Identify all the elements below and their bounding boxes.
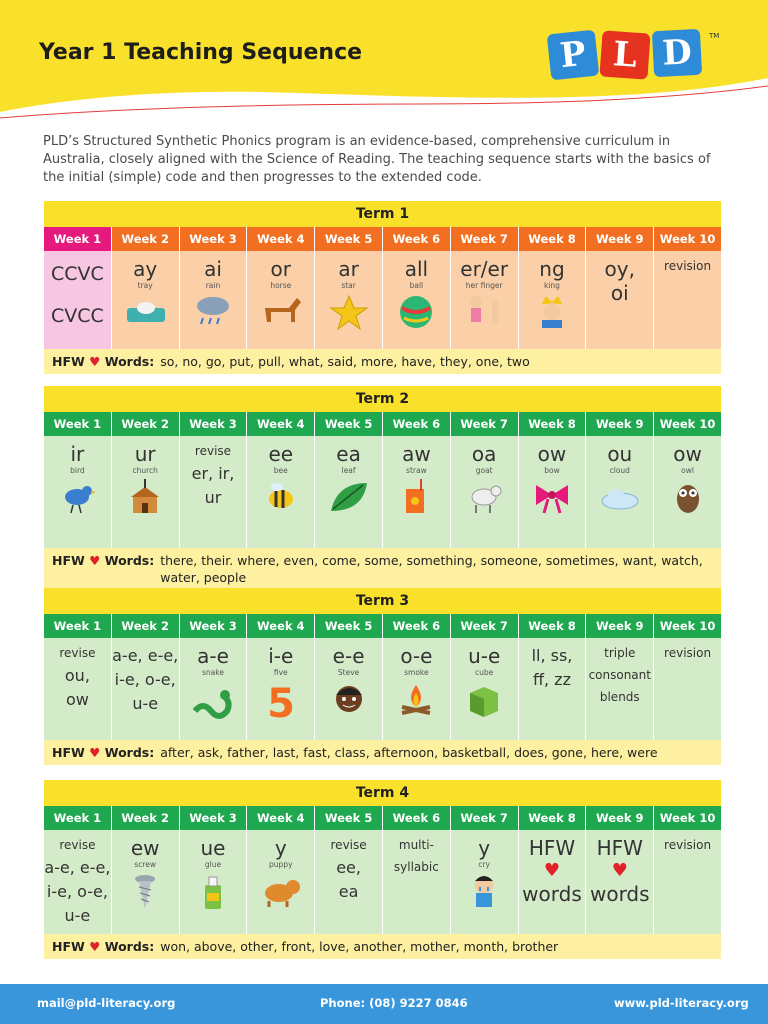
picture-caption: Steve xyxy=(337,668,360,677)
girl-finger-icon xyxy=(462,294,506,332)
week-header-row xyxy=(44,412,721,436)
sound-cell xyxy=(451,251,519,349)
grapheme-text: syllabic xyxy=(393,860,439,874)
grapheme-text: ur xyxy=(134,442,156,466)
sound-cell xyxy=(44,830,112,934)
grapheme-text: words xyxy=(522,882,582,906)
page-title: Year 1 Teaching Sequence xyxy=(39,40,363,65)
sound-cell xyxy=(112,830,180,934)
week-header: Week 9 xyxy=(586,227,654,251)
grapheme-text: er/er xyxy=(460,257,509,281)
hfw-word-list: after, ask, father, last, fast, class, afternoon, basketball, does, gone, here, were xyxy=(160,745,658,760)
grapheme-text: ai xyxy=(204,257,222,281)
week-header: Week 8 xyxy=(519,614,587,638)
grapheme-text: ir xyxy=(70,442,85,466)
heart-icon: ♥ xyxy=(89,354,101,369)
heart-icon: ♥ xyxy=(611,860,628,881)
sound-cell xyxy=(519,436,587,548)
grapheme-text: ow xyxy=(537,442,567,466)
week-header: Week 9 xyxy=(586,614,654,638)
hfw-words-suffix: Words: xyxy=(104,939,155,954)
hfw-word-list: there, their. where, even, come, some, something, someone, sometimes, want, watch, water, people xyxy=(160,553,703,585)
grapheme-text: CCVC xyxy=(50,263,104,285)
week-header: Week 8 xyxy=(519,806,587,830)
cloud-icon xyxy=(598,479,642,517)
grapheme-text: ea xyxy=(338,882,359,901)
sound-cell xyxy=(247,251,315,349)
hfw-words-row xyxy=(44,349,721,374)
grapheme-text: ue xyxy=(200,836,226,860)
week-header: Week 6 xyxy=(383,806,451,830)
hfw-words-row xyxy=(44,934,721,959)
hfw-label xyxy=(52,552,154,586)
grapheme-text: aw xyxy=(402,442,431,466)
week-header: Week 4 xyxy=(247,614,315,638)
grapheme-text: ay xyxy=(133,257,158,281)
svg-text:5: 5 xyxy=(266,681,295,719)
picture-caption: snake xyxy=(202,668,224,677)
heart-icon: ♥ xyxy=(89,553,101,568)
picture-caption: horse xyxy=(270,281,292,290)
owl-icon xyxy=(666,479,710,517)
grapheme-text: HFW xyxy=(596,836,643,860)
snake-icon xyxy=(191,681,235,719)
heart-icon: ♥ xyxy=(89,745,101,760)
grapheme-text: oi xyxy=(610,281,629,305)
number-five-icon xyxy=(259,681,303,719)
picture-caption: cube xyxy=(475,668,494,677)
bird-icon xyxy=(55,479,99,517)
puppy-icon xyxy=(259,873,303,911)
picture-caption: her finger xyxy=(465,281,503,290)
campfire-smoke-icon xyxy=(394,681,438,719)
grapheme-text: revise xyxy=(194,444,232,458)
pld-logo xyxy=(549,28,719,80)
picture-caption: star xyxy=(341,281,356,290)
hfw-label xyxy=(52,353,154,370)
sound-cell xyxy=(654,251,721,349)
grapheme-text: u-e xyxy=(468,644,501,668)
term-1-section xyxy=(44,201,721,374)
grapheme-text: u-e xyxy=(132,694,159,713)
picture-caption: bow xyxy=(544,466,560,475)
sound-cell xyxy=(180,830,248,934)
week-header: Week 4 xyxy=(247,412,315,436)
tray-icon xyxy=(123,294,167,332)
sound-cell xyxy=(654,638,721,740)
hfw-words-suffix: Words: xyxy=(104,354,155,369)
screw-icon xyxy=(123,873,167,911)
week-header: Week 7 xyxy=(451,614,519,638)
picture-caption: cloud xyxy=(609,466,630,475)
picture-caption: puppy xyxy=(269,860,293,869)
sound-cell xyxy=(383,830,451,934)
week-header: Week 8 xyxy=(519,227,587,251)
week-header: Week 7 xyxy=(451,806,519,830)
sound-cell xyxy=(112,638,180,740)
boy-face-icon xyxy=(327,681,371,719)
logo-block-p: P xyxy=(547,30,600,81)
picture-caption: leaf xyxy=(341,466,356,475)
hfw-words-suffix: Words: xyxy=(104,745,155,760)
footer-email-link[interactable]: mail@pld-literacy.org xyxy=(37,996,176,1010)
grapheme-text: a-e, e-e, xyxy=(44,858,111,877)
sound-cell xyxy=(451,638,519,740)
sound-cell xyxy=(315,436,383,548)
grapheme-text: oa xyxy=(471,442,497,466)
heart-icon: ♥ xyxy=(89,939,101,954)
picture-caption: goat xyxy=(475,466,493,475)
grapheme-text: ee, xyxy=(336,858,361,877)
term-title: Term 2 xyxy=(44,386,721,412)
hfw-label-text: HFW xyxy=(52,939,85,954)
week-header: Week 2 xyxy=(112,614,180,638)
sound-row xyxy=(44,638,721,740)
week-header: Week 10 xyxy=(654,614,721,638)
term-title: Term 3 xyxy=(44,588,721,614)
grapheme-text: i-e xyxy=(268,644,294,668)
grapheme-text: ew xyxy=(130,836,160,860)
grapheme-text: e-e xyxy=(332,644,365,668)
intro-paragraph: PLD’s Structured Synthetic Phonics program is an evidence-based, comprehensive curriculum in Australia, closely aligned with the Science of Reading. The teaching sequence starts with the basics of the initial (simple) code and then progresses to the extended code. xyxy=(43,134,711,185)
week-header: Week 5 xyxy=(315,412,383,436)
week-header-row xyxy=(44,227,721,251)
week-header: Week 3 xyxy=(180,227,248,251)
week-header: Week 10 xyxy=(654,806,721,830)
week-header: Week 1 xyxy=(44,227,112,251)
logo-trademark: TM xyxy=(709,32,720,40)
sound-cell xyxy=(519,638,587,740)
grapheme-text: o-e xyxy=(400,644,433,668)
sound-cell xyxy=(451,436,519,548)
footer-phone: Phone: (08) 9227 0846 xyxy=(320,996,468,1010)
week-header: Week 8 xyxy=(519,412,587,436)
week-header: Week 10 xyxy=(654,412,721,436)
picture-caption: tray xyxy=(137,281,153,290)
sound-cell xyxy=(519,830,587,934)
glue-bottle-icon xyxy=(191,873,235,911)
week-header: Week 2 xyxy=(112,412,180,436)
hfw-words-suffix: Words: xyxy=(104,553,155,568)
king-icon xyxy=(530,294,574,332)
grapheme-text: ow xyxy=(65,690,89,709)
week-header: Week 2 xyxy=(112,227,180,251)
hfw-label-text: HFW xyxy=(52,745,85,760)
week-header: Week 4 xyxy=(247,806,315,830)
grapheme-text: a-e, e-e, xyxy=(112,646,179,665)
picture-caption: five xyxy=(273,668,288,677)
sound-cell xyxy=(44,436,112,548)
sound-cell xyxy=(586,830,654,934)
hfw-label xyxy=(52,938,154,955)
grapheme-text: oy, xyxy=(604,257,635,281)
picture-caption: church xyxy=(132,466,158,475)
grapheme-text: revision xyxy=(664,838,712,852)
grapheme-text: u-e xyxy=(64,906,91,925)
sound-cell xyxy=(44,251,112,349)
grapheme-text: HFW xyxy=(528,836,576,860)
week-header: Week 6 xyxy=(383,614,451,638)
rain-cloud-icon xyxy=(191,294,235,332)
hfw-label xyxy=(52,744,154,761)
week-header: Week 1 xyxy=(44,806,112,830)
hfw-words-row xyxy=(44,740,721,765)
grapheme-text: ee xyxy=(268,442,294,466)
grapheme-text: ur xyxy=(204,488,222,507)
term-4-section xyxy=(44,780,721,959)
hfw-label-text: HFW xyxy=(52,354,85,369)
week-header: Week 3 xyxy=(180,806,248,830)
grapheme-text: ar xyxy=(338,257,359,281)
sound-cell xyxy=(315,830,383,934)
week-header: Week 4 xyxy=(247,227,315,251)
logo-block-l: L xyxy=(599,30,650,79)
sound-cell xyxy=(112,251,180,349)
sound-cell xyxy=(451,830,519,934)
sound-cell xyxy=(180,638,248,740)
term-2-section xyxy=(44,386,721,590)
sound-cell xyxy=(654,830,721,934)
week-header: Week 3 xyxy=(180,412,248,436)
grapheme-text: all xyxy=(404,257,429,281)
grapheme-text: y xyxy=(274,836,287,860)
week-header: Week 9 xyxy=(586,806,654,830)
cube-icon xyxy=(462,681,506,719)
church-icon xyxy=(123,479,167,517)
logo-block-d: D xyxy=(652,29,702,77)
grapheme-text: ou xyxy=(607,442,633,466)
grapheme-text: revise xyxy=(330,838,367,852)
grapheme-text: a-e xyxy=(197,644,229,668)
grapheme-text: ea xyxy=(336,442,361,466)
grapheme-text: i-e, o-e, xyxy=(46,882,108,901)
grapheme-text: ng xyxy=(539,257,565,281)
sound-cell xyxy=(315,251,383,349)
hfw-label-text: HFW xyxy=(52,553,85,568)
crying-boy-icon xyxy=(462,873,506,911)
sound-cell xyxy=(519,251,587,349)
leaf-icon xyxy=(327,479,371,517)
sound-cell xyxy=(315,638,383,740)
picture-caption: smoke xyxy=(404,668,429,677)
ball-icon xyxy=(394,294,438,332)
juice-box-icon xyxy=(394,479,438,517)
grapheme-text: triple xyxy=(604,646,636,660)
picture-caption: king xyxy=(544,281,560,290)
picture-caption: straw xyxy=(406,466,427,475)
heart-icon: ♥ xyxy=(543,860,561,881)
sound-row xyxy=(44,830,721,934)
picture-caption: screw xyxy=(134,860,157,869)
picture-caption: cry xyxy=(478,860,490,869)
week-header: Week 3 xyxy=(180,614,248,638)
week-header: Week 7 xyxy=(451,412,519,436)
sound-cell xyxy=(383,436,451,548)
hfw-word-list: won, above, other, front, love, another, mother, month, brother xyxy=(160,939,559,954)
picture-caption: ball xyxy=(409,281,424,290)
footer-website-link[interactable]: www.pld-literacy.org xyxy=(614,996,749,1010)
week-header: Week 10 xyxy=(654,227,721,251)
sound-cell xyxy=(586,638,654,740)
sound-cell xyxy=(44,638,112,740)
grapheme-text: revise xyxy=(59,646,96,660)
grapheme-text: y xyxy=(478,836,491,860)
week-header: Week 7 xyxy=(451,227,519,251)
grapheme-text: or xyxy=(270,257,292,281)
sound-row xyxy=(44,251,721,349)
grapheme-text: consonant xyxy=(588,668,651,682)
picture-caption: bird xyxy=(70,466,85,475)
grapheme-text: ow xyxy=(673,442,702,466)
grapheme-text: words xyxy=(589,882,650,906)
week-header-row xyxy=(44,806,721,830)
sound-cell xyxy=(247,436,315,548)
week-header: Week 5 xyxy=(315,806,383,830)
grapheme-text: CVCC xyxy=(50,305,104,327)
grapheme-text: er, ir, xyxy=(191,464,235,483)
grapheme-text: blends xyxy=(599,690,640,704)
week-header: Week 2 xyxy=(112,806,180,830)
bee-icon xyxy=(259,479,303,517)
sound-cell xyxy=(654,436,721,548)
sound-row xyxy=(44,436,721,548)
sound-cell xyxy=(383,638,451,740)
sound-cell xyxy=(180,251,248,349)
page-footer xyxy=(0,984,768,1024)
grapheme-text: ff, zz xyxy=(532,670,571,689)
week-header: Week 6 xyxy=(383,227,451,251)
grapheme-text: i-e, o-e, xyxy=(114,670,176,689)
week-header: Week 1 xyxy=(44,412,112,436)
grapheme-text: multi- xyxy=(398,838,434,852)
hfw-words-row xyxy=(44,548,721,590)
sound-cell xyxy=(180,436,248,548)
grapheme-text: revision xyxy=(664,259,712,273)
term-3-section xyxy=(44,588,721,765)
week-header: Week 6 xyxy=(383,412,451,436)
bow-icon xyxy=(530,479,574,517)
term-title: Term 1 xyxy=(44,201,721,227)
sound-cell xyxy=(247,830,315,934)
term-title: Term 4 xyxy=(44,780,721,806)
star-icon xyxy=(327,294,371,332)
sound-cell xyxy=(586,251,654,349)
picture-caption: owl xyxy=(681,466,694,475)
sound-cell xyxy=(586,436,654,548)
grapheme-text: revision xyxy=(664,646,712,660)
grapheme-text: revise xyxy=(59,838,96,852)
week-header: Week 5 xyxy=(315,227,383,251)
week-header: Week 9 xyxy=(586,412,654,436)
sound-cell xyxy=(112,436,180,548)
picture-caption: rain xyxy=(205,281,221,290)
page-header xyxy=(0,0,768,120)
sound-cell xyxy=(383,251,451,349)
hfw-word-list: so, no, go, put, pull, what, said, more, have, they, one, two xyxy=(160,354,530,369)
week-header-row xyxy=(44,614,721,638)
week-header: Week 5 xyxy=(315,614,383,638)
grapheme-text: ou, xyxy=(64,666,90,685)
goat-icon xyxy=(462,479,506,517)
picture-caption: glue xyxy=(204,860,222,869)
horse-icon xyxy=(259,294,303,332)
sound-cell xyxy=(247,638,315,740)
week-header: Week 1 xyxy=(44,614,112,638)
grapheme-text: ll, ss, xyxy=(531,646,573,665)
picture-caption: bee xyxy=(273,466,288,475)
